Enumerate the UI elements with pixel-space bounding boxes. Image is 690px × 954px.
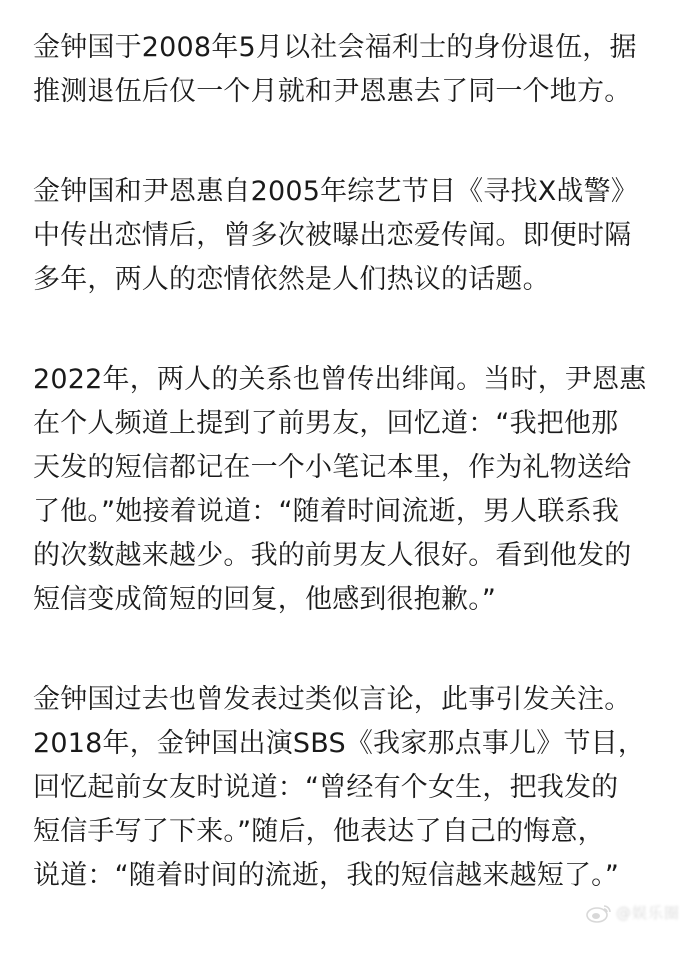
text-line: 的次数越来越少。我的前男友人很好。看到他发的	[33, 540, 632, 571]
paragraph-4	[33, 678, 673, 898]
text-line: 回忆起前女友时说道：“曾经有个女生，把我发的	[33, 772, 619, 803]
paragraph-3	[33, 358, 673, 622]
text-line: 中传出恋情后，曾多次被曝出恋爱传闻。即便时隔	[33, 220, 632, 251]
text-line: 金钟国于2008年5月以社会福利士的身份退伍，据	[33, 32, 637, 63]
text-line: 金钟国和尹恩惠自2005年综艺节目《寻找X战警》	[33, 176, 639, 207]
text-line: 短信手写了下来。”随后，他表达了自己的悔意，	[33, 816, 605, 847]
text-line: 天发的短信都记在一个小笔记本里，作为礼物送给	[33, 452, 632, 483]
text-line: 2018年，金钟国出演SBS《我家那点事儿》节目，	[33, 728, 646, 759]
text-line: 推测退伍后仅一个月就和尹恩惠去了同一个地方。	[33, 76, 632, 107]
text-line: 2022年，两人的关系也曾传出绯闻。当时，尹恩惠	[33, 364, 647, 395]
text-line: 说道：“随着时间的流逝，我的短信越来越短了。”	[33, 860, 620, 891]
paragraph-2	[33, 170, 673, 302]
text-line: 短信变成简短的回复，他感到很抱歉。”	[33, 584, 497, 615]
text-line: 金钟国过去也曾发表过类似言论，此事引发关注。	[33, 684, 632, 715]
article-body	[33, 26, 673, 954]
weibo-logo-icon	[586, 903, 612, 923]
watermark-text: @娱乐圈	[615, 904, 680, 922]
text-line: 多年，两人的恋情依然是人们热议的话题。	[33, 264, 550, 295]
watermark	[586, 902, 680, 923]
text-line: 在个人频道上提到了前男友，回忆道：“我把他那	[33, 408, 619, 439]
text-line: 了他。”她接着说道：“随着时间流逝，男人联系我	[33, 496, 620, 527]
paragraph-1	[33, 26, 673, 114]
